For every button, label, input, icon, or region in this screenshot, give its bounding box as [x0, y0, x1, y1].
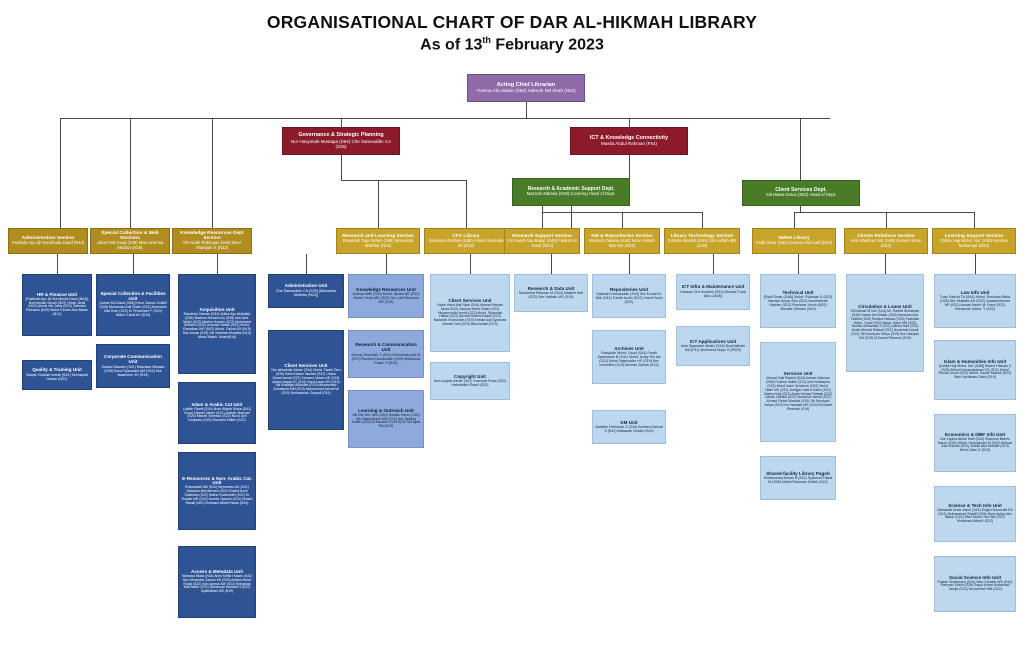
connector-line: [551, 254, 552, 274]
connector-line: [217, 254, 218, 274]
org-node-administration-section[interactable]: [8, 228, 88, 254]
connector-line: [800, 206, 801, 212]
org-node-names: Amirah Hafli (S44) Mohd. Nizam AR (S22) Mohd. Fesly MH (S22) Nor Laili Ruzzana MZ (S19): [352, 292, 420, 305]
org-node-names: Balqis Shalrah Ismail (S41) Norhayati Hasan (N22): [26, 373, 88, 382]
org-node-title: Administration Section: [21, 236, 75, 242]
connector-line: [212, 118, 213, 228]
org-node-names: Anis Syazwani Abidin (S44) Noorhafizah MA (F41) Nurhusna Idayu S (FA29): [680, 344, 746, 353]
org-node-names: Zahila Haji Mohd. Nor (S48) Noridan Mohamad (N22): [940, 237, 1008, 248]
org-node-title: Islam & Arabic Cat Unit: [191, 401, 243, 407]
org-node-title: Client Services Unit: [448, 298, 492, 304]
chart-title-line1: ORGANISATIONAL CHART OF DAR AL-HIKMAH LIBRARY: [266, 12, 758, 32]
org-node-ict-applications-unit[interactable]: [676, 326, 750, 366]
connector-line: [629, 254, 630, 274]
org-node-names: Che Samsuddin CA (S26) [Monazida Mokhtar (N22)]: [275, 289, 337, 298]
connector-line: [794, 212, 974, 213]
connector-line: [57, 254, 58, 274]
org-node-client-services-dept[interactable]: [742, 180, 860, 206]
org-node-title: Special Collection & Web Sections: [101, 231, 159, 242]
org-node-names: Norfatin Farhanah Z (S44) Ameerul Ashraf S (S41) Maisarah Nordin (S19): [595, 425, 663, 434]
chart-title: [0, 12, 1024, 54]
org-node-corporate-communication-unit[interactable]: [96, 344, 170, 388]
org-node-economics-iiibf-info-unit[interactable]: [934, 414, 1016, 472]
connector-line: [306, 254, 307, 274]
org-node-services-unit[interactable]: [760, 342, 836, 442]
org-node-title: Access & Metadata Unit: [190, 569, 244, 575]
org-node-title: Science & Tech Info Unit: [948, 502, 1002, 508]
org-node-governance-strategic-planning[interactable]: [282, 127, 400, 155]
org-node-names: [Fadil Omar (S48)] Mohd. Ridzwan S (S22) Samsul Anuar Abu (S22) Noorhafizah Hashim (S22) Rosmiza Jusoh (N22) Munaid Othman (N19): [763, 295, 833, 312]
org-node-names: Irni Izwah Abu Bakar (S48) Farikah M Yusof (N22): [507, 237, 577, 248]
org-node-title: Acting Chief Librarian: [496, 81, 556, 88]
org-node-ict-infra-maintenance-unit[interactable]: [676, 274, 750, 310]
connector-line: [60, 118, 61, 228]
connector-line: [526, 102, 527, 118]
org-node-title: Research & Academic Support Dept.: [527, 185, 615, 192]
org-node-smna-library-section[interactable]: [752, 228, 836, 254]
org-node-special-collection-facilities-unit[interactable]: [96, 274, 170, 336]
org-node-title: Services Unit: [783, 371, 813, 377]
org-node-title: Circulation & Loans Unit: [858, 304, 912, 310]
org-node-special-collection-web-section[interactable]: [90, 228, 170, 254]
connector-line: [798, 254, 799, 274]
org-node-title: Special Collection & Facilities Unit: [100, 291, 166, 302]
org-node-title: Archives Unit: [614, 345, 644, 351]
title-pre: As of 13: [420, 36, 483, 54]
org-node-client-services-unit-cfs[interactable]: [430, 274, 510, 352]
org-node-names: Suhani Saorani (S41) Masrizan Miswan (S26) Nurul Syazwani AM (S22) Nur Naarneen JH (S19): [101, 364, 165, 377]
org-node-repositories-unit[interactable]: [592, 274, 666, 318]
org-node-names: Fadil Omar (S48) Zuzana Abd Latif (N22): [755, 240, 833, 246]
org-node-title: HR & Finance Unit: [36, 291, 78, 297]
org-node-names: Tuan Safa'at TA (S44) Mohd. Roshdan Baba (S26) Nor Mustafa AH (S22) Quawarizsman NR (S22) Asmat Hamit @ Yusuf (S22) Norazizan Mohd. Y (S22): [939, 295, 1011, 312]
org-node-acting-chief-librarian[interactable]: [467, 74, 585, 102]
org-node-names: Nor Iskhandar Adnan (S44) Mohd. Fadzil Zero (S26) Saiful Nizam Nazirwi (S22) Ummu Sarah Ismail (S22) Kamarul Nizam AR (S19) Amirul Asyraf AT (S19) Nurul Izzah MN (S19) Siti Khadijah Abdullah (S19) Muhammad Zulnashria MM (S19) Muhammad Ashraf MI (S19) Nurhasimah Zuryadi (S19): [271, 368, 341, 395]
org-node-km-repositories-section[interactable]: [584, 228, 660, 254]
org-node-library-technology-section[interactable]: [664, 228, 740, 254]
org-node-knowledge-resources-unit[interactable]: [348, 274, 424, 318]
org-node-social-science-info-unit[interactable]: [934, 556, 1016, 612]
connector-line: [629, 155, 630, 178]
org-node-names: Muhammad Aiman B (S41) Syamsul Faisal M (S26) Malek Radzuan Dollah (S22): [763, 476, 833, 485]
org-node-research-academic-support-dept[interactable]: [512, 178, 630, 206]
org-node-names: Mohamed Ridzuan M (S44) Nasline Mat (S22) Nor Hafizah MS (S19): [519, 291, 583, 300]
org-node-names: Faizah Shahbudin (S44) Wan Suhaeti WS (S44) Razman Sobhi (S26) Saupi Azran Muhamad Tamjis (S22) Nurzahirah MN (S22): [937, 579, 1013, 592]
org-node-access-metadata-unit[interactable]: [178, 546, 256, 618]
org-node-acquisition-unit[interactable]: [178, 274, 256, 374]
connector-line: [130, 118, 131, 228]
org-node-names: Sakinah Kamaluddin (S44) Nur Ezzati M. Talb (S41) Faridh Azdin (S22) Yusof Husin (S22): [595, 292, 663, 305]
org-node-names: Juhari Md Daud (S48) Mas Azurrina Mazlan (N19): [96, 240, 164, 251]
org-node-km-unit[interactable]: [592, 410, 666, 444]
org-node-title: Client Services Unit: [284, 363, 328, 369]
org-node-knowledge-resources-dept-section[interactable]: [172, 228, 252, 254]
org-node-quality-training-unit[interactable]: [22, 360, 92, 390]
connector-line: [974, 212, 975, 228]
org-node-names: Anis Aziyah Azhar (S41) Yusnizar Fuad (S22) Habidellah Ramli (S22): [433, 379, 507, 388]
org-node-title: Research & Data Unit: [527, 285, 575, 291]
connector-line: [386, 254, 387, 274]
org-node-names: Nur Liyana Abdul Halil (S44) Shamsol Bahrin Haron (S26) Mohd. Hairulnizam M (S22) Ahmad Zaki Rashid (S22) Zulkifli Abd Mutalib (S19) Mohd Zaim D (S19): [937, 436, 1013, 453]
connector-line: [60, 118, 830, 119]
org-node-names: Sahaniza Ibrahim (S48) Amina Syuhada Sh (S19): [428, 237, 504, 248]
org-node-title: ICT & Knowledge Connectivity: [589, 134, 669, 141]
org-node-islam-arabic-cat-unit[interactable]: [178, 382, 256, 444]
org-node-names: [Zahila Haji Mohd. Nor (S48)] Badrul Hisham Z (S26) Mohd Kamarulazizan CS (S22) Mohd Rozali Jusoh (S22) Mohd. Zazali Yaakub (S22) Wan Norfaham Zabri (S19): [938, 363, 1012, 380]
org-node-names: Rosmawati MA (S44) Khyronnea AK (S41) Samsina Mohammed (S22) Khairul Azmi Sulaiman (S22) Satine Khairuddin (S22) M. Roslan MR (S22) Nuretiz Syamin (S19) Suriani Razali (N22) Norhasni Abdul Razak (N14): [181, 485, 253, 505]
org-node-names: Masita Abdul Rahman (F54): [600, 141, 658, 147]
org-node-ict-knowledge-connectivity[interactable]: [570, 127, 688, 155]
connector-line: [542, 212, 543, 228]
org-node-names: Siti Aidah Rabingan (S48) Noor Sharipah K (N22): [182, 240, 242, 251]
org-node-names: Nor Hasyimah Mustapa (S54) Che Samsuddin CA (S26): [290, 138, 392, 149]
org-node-names: Siti Hawa Darus (S52) Head of Dept.: [765, 192, 837, 198]
org-node-names: Maznah Zakaria (S48) Covering Head of Dept.: [526, 191, 616, 197]
connector-line: [702, 212, 703, 228]
connector-line: [378, 180, 466, 181]
org-node-title: Clients Relations Section: [857, 233, 915, 239]
org-node-names: Zalirawati Anita Jusoh (S44) Engku Norulzaiti EA (S41) Muhammad Shariff (S26) Noor Azlan Abu Bakar (S22) Wan Mohd. Nor WA (S22) Muhamed Afinaf'i (S22): [937, 507, 1013, 524]
org-node-islam-humanities-info-unit[interactable]: [934, 340, 1016, 400]
org-node-names: Raudhah Osman (S44) Adina Ayu Abdullah (S26) Baderul Hisham AA (S26) Aidi Abd. Majid (S22) Marina Husain (S22) Mohamed Suhaimi (S22) Azaman Sattar (S22) Mohd. Ramdhan MR (N22) Mohd. Faizal AR (N19) Nor Anuar (S19) Siti Solehah Mustafa (S19) Abdul Malek Johari(N14): [183, 311, 251, 340]
org-node-title: Client Services Dept.: [775, 186, 827, 193]
org-node-title: Library Technology Section: [670, 233, 734, 239]
connector-line: [571, 206, 572, 228]
org-node-copyright-unit[interactable]: [430, 362, 510, 400]
org-node-research-data-unit[interactable]: [514, 274, 588, 312]
connector-line: [886, 212, 887, 228]
org-node-research-communication-unit[interactable]: [348, 330, 424, 378]
org-node-title: Research & Communication Unit: [355, 342, 417, 352]
org-node-title: Learning Support Section: [944, 233, 1004, 239]
connector-line: [622, 212, 623, 228]
connector-line: [133, 254, 134, 274]
org-node-title: Shared-facility Library Pagoh: [766, 470, 830, 476]
org-node-title: Law Info Unit: [960, 289, 990, 295]
org-node-technical-unit[interactable]: [760, 274, 836, 328]
org-node-names: Nurusy Sharidah S (S44) Khomeidzq AA.W (S22) Rozlani Kamaluddin (S19) Mohamad Faizul H (S19): [351, 352, 421, 365]
org-node-title: Quality & Training Unit: [32, 367, 82, 373]
org-node-title: Knowledge Resources Dept Section: [180, 231, 244, 242]
org-node-title: Copyright Unit: [454, 373, 486, 379]
org-node-science-tech-info-unit[interactable]: [934, 486, 1016, 542]
org-node-title: Acquisition Unit: [199, 306, 235, 312]
org-node-names: Maznah Zakaria (S48) Noor Asmah Mat Nor (N22): [589, 237, 655, 248]
org-node-title: Administration Unit: [284, 283, 328, 289]
org-node-title: ICT Applications Unit: [689, 338, 737, 344]
connector-line: [794, 212, 795, 228]
org-node-names: Siti Azizah M Nor (S44) Ab. Rashid Mohamad (S26) Hasan Abu Bakar (S26) Asmalina Aris Fatillah (S26) Roslina Hassan (S26) Fazlullah Mohd. Yusof (S22) Mohd. Nasri MN (S22) Norlian Mohamad Z (S22) Zaleha Had (S22) Andin Ahmad Rafaati (S22) Norashah Ismail (S22) Siti Nooriyah Yahya (S19) Nur Haziqah MS (S19) M.Daniel Riezman (S19): [850, 309, 920, 340]
org-node-hr-finance-unit[interactable]: [22, 274, 92, 336]
org-node-cfs-library-section[interactable]: [424, 228, 508, 254]
chart-title-line2: [0, 35, 1024, 54]
org-node-shared-facility-library-pagoh[interactable]: [760, 456, 836, 500]
title-sup: th: [482, 35, 491, 45]
org-node-archives-unit[interactable]: [592, 330, 666, 384]
org-node-learning-outreach-unit[interactable]: [348, 390, 424, 448]
org-node-names: Faizal Hazri Mat Rijah (S44) Ahmad Hisham Muda (S22) Zauyah Abdul Ghani (S22) Hisyamuddin Ismail (S22) Mohd. Shahrizal Hasan (S22) Ahmad Rahimi Razali (S19) Nadzirah Khairuddin (S19) Ahmad Aqil Syazwan Ahmad Yani (S19) Illika Awfiah (S19): [433, 302, 507, 327]
org-node-clients-relations-section[interactable]: [844, 228, 928, 254]
org-node-title: Learning & Outreach Unit: [358, 407, 414, 413]
org-node-title: E-Resources & Non- Arabic Cat. Unit: [182, 475, 252, 486]
org-node-client-services-unit-kr[interactable]: [268, 330, 344, 430]
org-node-title: KM & Repositories Section: [591, 233, 653, 239]
connector-line: [341, 180, 381, 181]
org-node-eresources-non-arabic-cat-unit[interactable]: [178, 452, 256, 530]
title-post: February 2023: [490, 36, 604, 54]
connector-line: [466, 180, 467, 228]
org-node-title: SMNA Library: [778, 236, 810, 242]
org-node-administration-unit[interactable]: [268, 274, 344, 308]
org-node-names: Yusrina Abu Bakar (S52) Salmah Md Shah (N52): [476, 88, 576, 94]
org-node-names: [Fazlinda Ayu @ Nurulhuda Daud (N44)] NorHamiah Ismail (N22) Omar Jamil (N22) Alunis Md Janis (N22) Zahratul Farhanis (N19) Mohd Faziee Abu Bakar (N14): [25, 296, 89, 317]
org-node-title: KM Unit: [620, 419, 638, 425]
org-node-law-info-unit[interactable]: [934, 274, 1016, 328]
org-node-names: Suhaila Mardeli (S48) Siti Latifah MN (S19): [667, 237, 737, 248]
org-node-names: Siti Nor Md. Idris (S44) Roslan Haron (S22) Nik Hasmahane MN (S22) Nor Sahliza Salleh (S22) M Hazarul H (S19) M Fitri Iqbal RA (S19): [351, 412, 421, 429]
connector-line: [629, 118, 630, 127]
org-node-title: Research and Learning Section: [342, 233, 414, 239]
org-node-research-support-section[interactable]: [504, 228, 580, 254]
connector-line: [378, 180, 379, 228]
connector-line: [713, 254, 714, 274]
connector-line: [470, 254, 471, 274]
org-node-names: Ahmad Zaki Rashid (S44) Azman Nokman (S26) Ruslina Salleh (S22) Amir Mustapha (S22) Mohd Nazri Sulaiman (S22) Mohd. Nasri MS (S22) Zulhijjar Hadi A Halim (S22) Zaleha Had (S22) Andin Ahmad Rafaati (S22) Azhari Zaihadi (S22) Norashah Ismail (S22) Ahmad Faizal Mustafa (S19) Siti Nooriyah Yahya (S19) Nur Haziqah MS (S19) M.Daniel Riezman (S19): [763, 376, 833, 411]
org-node-title: Technical Unit: [782, 289, 814, 295]
org-node-names: Rosyideh Taju Rahim (S48) Monazida Mokhtar (N22): [342, 237, 414, 248]
org-node-title: Corporate Communication Unit: [104, 354, 162, 364]
org-node-names: [Juhari Md Daud (S48)] Noor Zaman Zulkifli (S26) Mohamad Adil Sudin (S22) Mozzaimi Mat Dom (S22) M Firhamzee F (S19) Mohd. Kamil AH (S19): [99, 301, 167, 317]
org-node-title: Knowledge Resources Unit: [356, 286, 416, 292]
org-node-names: Anis Shafinaz MS (S48) Zuraini Haron (S22): [850, 237, 922, 248]
org-node-learning-support-section[interactable]: [932, 228, 1016, 254]
org-node-title: Social Science Info Unit: [948, 574, 1002, 580]
connector-line: [885, 254, 886, 274]
org-node-research-learning-section[interactable]: [336, 228, 420, 254]
org-node-title: Governance & Strategic Planning: [298, 132, 384, 139]
org-node-names: Hassan Che Ibrahim (S44) Ahmad Fuad Abu (JA36): [680, 290, 746, 299]
org-node-names: Norbaya Muda (S44) Ainin Soffia Husain (S41) Nor Iskhandar Zaman AR (S28) Adzlan Mohd Radzi (S22) Nor Azimah AW (S22) Rohanida Mat Bador (S22) Mohamad Hamadi H (S22) Syaifullizan MS (N19): [181, 573, 253, 594]
org-node-title: Islam & Humanities Info Unit: [943, 358, 1007, 364]
org-node-circulation-loans-unit[interactable]: [846, 274, 924, 372]
connector-line: [341, 118, 342, 127]
org-node-title: Research Support Section: [512, 233, 572, 239]
connector-line: [975, 254, 976, 274]
connector-line: [341, 155, 342, 180]
org-node-names: Fazlinda Ayu @ Nurulhuda Daud (N44): [11, 240, 85, 246]
org-node-title: CFS Library: [452, 233, 480, 239]
org-node-title: Economics & IIiBF Info Unit: [944, 431, 1006, 437]
org-node-title: ICT Infra & Maintenance Unit: [681, 284, 745, 290]
org-node-names: Rasyidah Mohd. Daud (S44) Farah Syazwanie B (S41) Mohd. Azley Sin Isa (S22) Mohd Najmuddin HP (S19) Nor Inzuhilimi (S19) Aminah Zakiah (S19): [597, 351, 661, 368]
connector-line: [800, 118, 801, 180]
org-node-names: Latifah Ramli (S44) Noor Afiqah Musa (S41) Nurul Zahrah Jaheri (S41) Arifzah Manzari (S26) Misrah Seriman (S22) Nurul Aini Noryazid (S22) Rosnani Salleh (S22): [182, 406, 252, 423]
org-node-title: Repositories Unit: [609, 286, 649, 292]
